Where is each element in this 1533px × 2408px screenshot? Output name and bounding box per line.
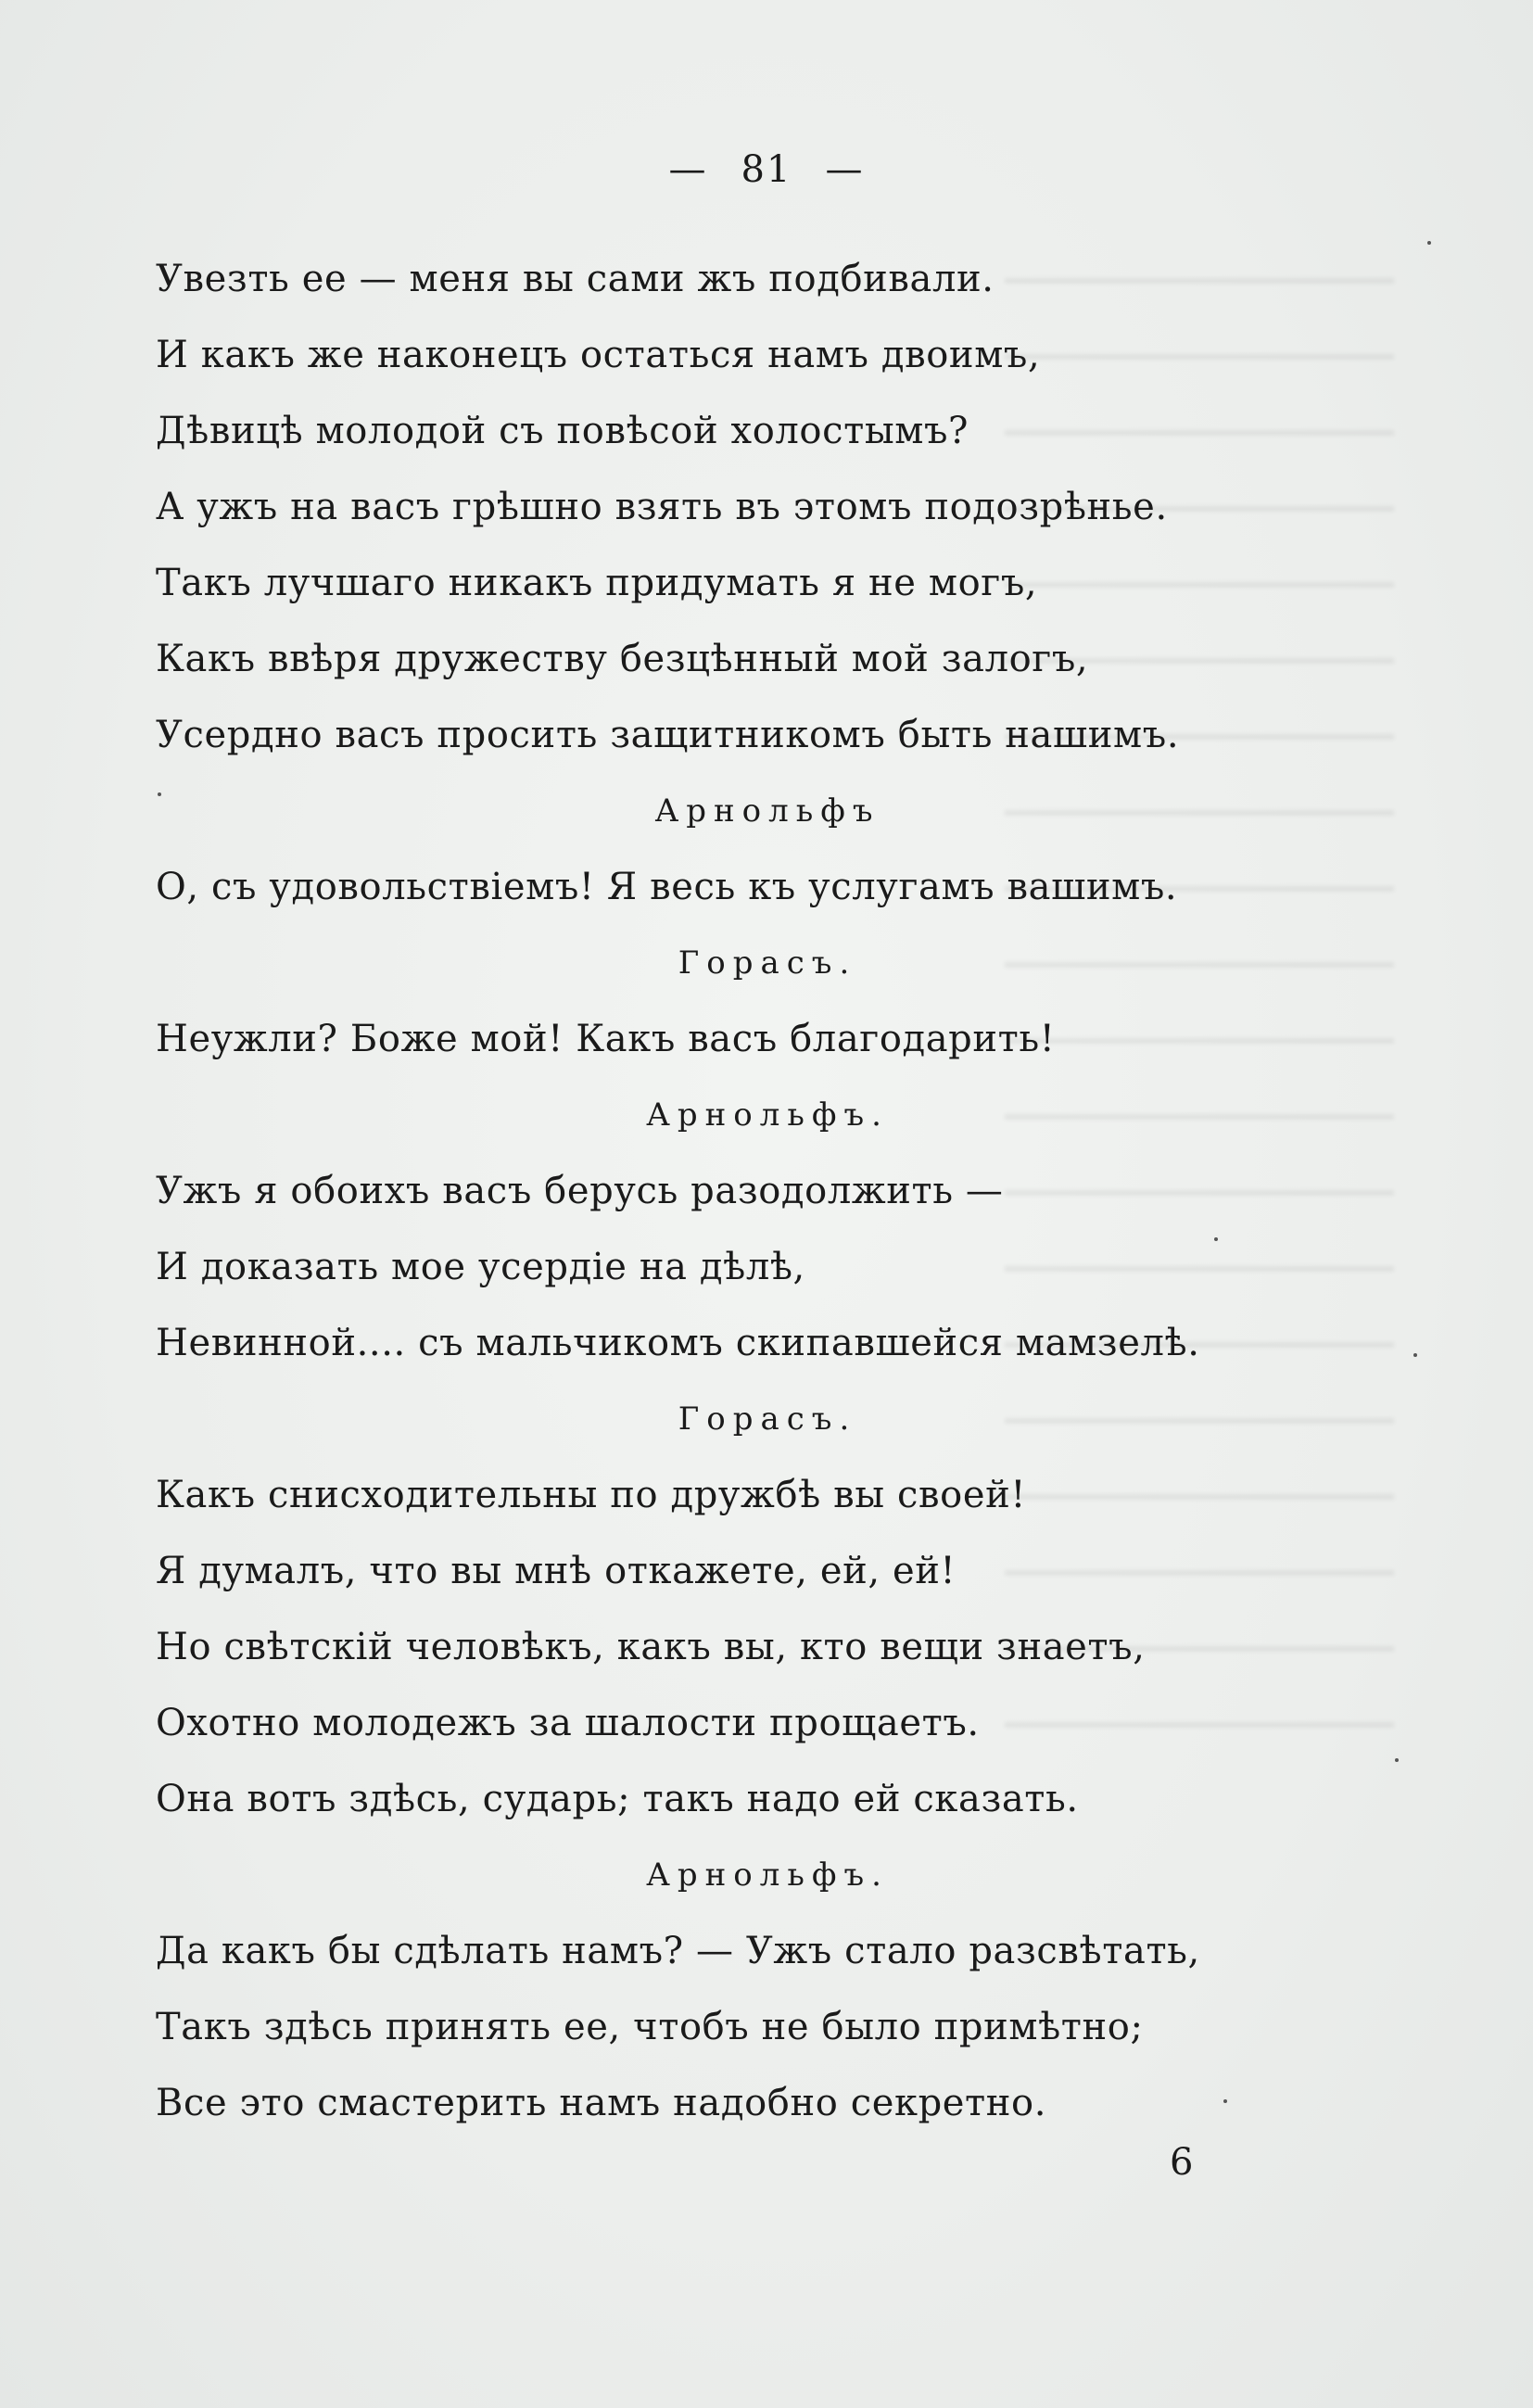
verse-body bbox=[156, 241, 1361, 2141]
verse-line: Такъ лучшаго никакъ придумать я не могъ, bbox=[156, 562, 1038, 604]
ink-speck bbox=[1413, 1353, 1417, 1357]
verse-line: А ужъ на васъ грѣшно взять въ этомъ подозрѣнье. bbox=[156, 486, 1168, 528]
verse-line: Да какъ бы сдѣлать намъ? — Ужъ стало разсвѣтать, bbox=[156, 1930, 1200, 1972]
ink-speck bbox=[158, 792, 161, 796]
ink-speck bbox=[1223, 2099, 1227, 2103]
verse-line: Охотно молодежъ за шалости прощаетъ. bbox=[156, 1702, 980, 1744]
speaker-name: Горасъ. bbox=[678, 1400, 857, 1438]
verse-line: Усердно васъ просить защитникомъ быть нашимъ. bbox=[156, 714, 1180, 756]
verse-line: И доказать мое усердіе на дѣлѣ, bbox=[156, 1246, 805, 1288]
speaker-name: Арнольфъ bbox=[654, 792, 881, 830]
header-dash-left: — bbox=[668, 148, 708, 191]
verse-line: Увезть ее — меня вы сами жъ подбивали. bbox=[156, 258, 995, 300]
verse-line: Такъ здѣсь принять ее, чтобъ не было примѣтно; bbox=[156, 2006, 1144, 2048]
verse-line: Но свѣтскій человѣкъ, какъ вы, кто вещи знаетъ, bbox=[156, 1626, 1146, 1668]
signature-mark: 6 bbox=[1170, 2141, 1194, 2184]
speaker-name: Арнольфъ. bbox=[646, 1857, 889, 1894]
page-header bbox=[0, 148, 1533, 191]
verse-line: Все это смастерить намъ надобно секретно. bbox=[156, 2082, 1047, 2124]
verse-line: Я думалъ, что вы мнѣ откажете, ей, ей! bbox=[156, 1550, 957, 1592]
verse-line: Какъ снисходительны по дружбѣ вы своей! bbox=[156, 1474, 1027, 1516]
ink-speck bbox=[1214, 1237, 1218, 1241]
verse-line: Какъ ввѣря дружеству безцѣнный мой залогъ, bbox=[156, 638, 1089, 680]
verse-line: О, съ удовольствіемъ! Я весь къ услугамъ вашимъ. bbox=[156, 866, 1178, 908]
page-number: 81 bbox=[741, 148, 792, 191]
ink-speck bbox=[1427, 241, 1431, 245]
verse-line: Дѣвицѣ молодой съ повѣсой холостымъ? bbox=[156, 410, 969, 452]
ink-speck bbox=[1395, 1758, 1399, 1762]
verse-line: И какъ же наконецъ остаться намъ двоимъ, bbox=[156, 334, 1041, 376]
speaker-name: Горасъ. bbox=[678, 944, 857, 982]
verse-line: Она вотъ здѣсь, сударь; такъ надо ей сказать. bbox=[156, 1778, 1079, 1820]
speaker-name: Арнольфъ. bbox=[646, 1096, 889, 1134]
header-dash-right: — bbox=[825, 148, 865, 191]
verse-line: Невинной.... съ мальчикомъ скипавшейся мамзелѣ. bbox=[156, 1322, 1200, 1364]
verse-line: Неужли? Боже мой! Какъ васъ благодарить! bbox=[156, 1018, 1056, 1060]
verse-line: Ужъ я обоихъ васъ берусь разодолжить — bbox=[156, 1170, 1004, 1212]
